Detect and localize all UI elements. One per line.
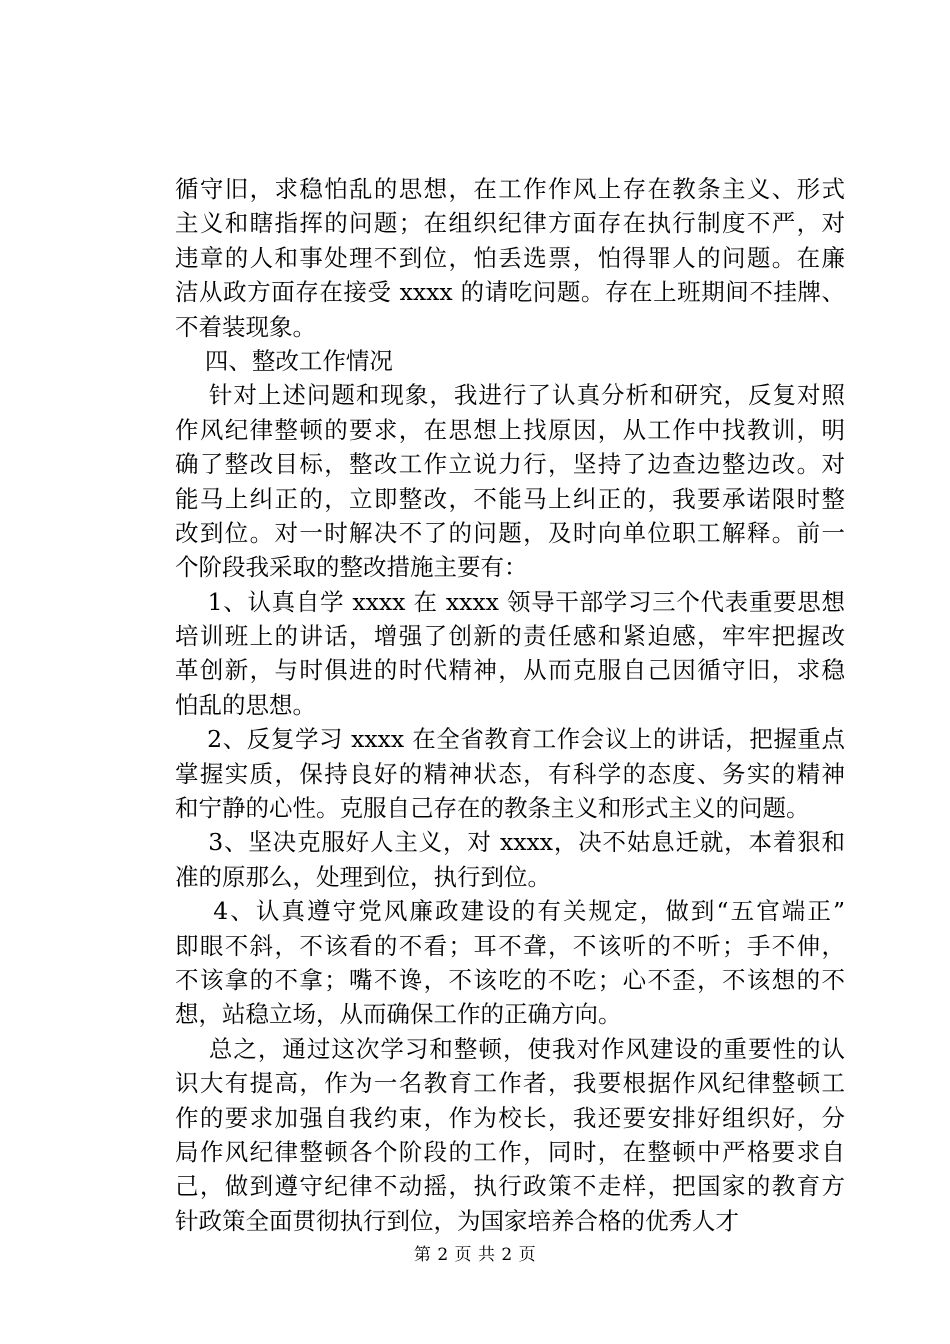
text-line: 能马上纠正的，立即整改，不能马上纠正的，我要承诺限时整 — [175, 484, 845, 513]
text-line: 作的要求加强自我约束，作为校长，我还要安排好组织好，分 — [175, 1103, 845, 1132]
text-line: 4、认真遵守党风廉政建设的有关规定，做到“五官端正” — [175, 897, 845, 926]
text-line: 改到位。对一时解决不了的问题，及时向单位职工解释。前一 — [175, 518, 845, 547]
text-line: 不该拿的不拿；嘴不谗，不该吃的不吃；心不歪，不该想的不 — [175, 965, 845, 994]
text-line: 即眼不斜，不该看的不看；耳不聋，不该听的不听；手不伸， — [175, 931, 845, 960]
text-line: 个阶段我采取的整改措施主要有： — [175, 553, 528, 582]
text-line: 2、反复学习 xxxx 在全省教育工作会议上的讲话，把握重点 — [175, 725, 845, 754]
text-line: 不着装现象。 — [175, 312, 316, 341]
text-line: 识大有提高，作为一名教育工作者，我要根据作风纪律整顿工 — [175, 1069, 845, 1098]
text-line: 3、坚决克服好人主义，对 xxxx，决不姑息迁就，本着狠和 — [175, 828, 845, 857]
text-line: 违章的人和事处理不到位，怕丢选票，怕得罪人的问题。在廉 — [175, 243, 845, 272]
text-line: 主义和瞎指挥的问题；在组织纪律方面存在执行制度不严，对 — [175, 209, 845, 238]
text-line: 1、认真自学 xxxx 在 xxxx 领导干部学习三个代表重要思想 — [175, 587, 845, 616]
text-line: 革创新，与时俱进的时代精神，从而克服自己因循守旧，求稳 — [175, 656, 845, 685]
text-line: 己，做到遵守纪律不动摇，执行政策不走样，把国家的教育方 — [175, 1172, 845, 1201]
text-line: 针政策全面贯彻执行到位，为国家培养合格的优秀人才 — [175, 1206, 739, 1235]
text-line: 确了整改目标，整改工作立说力行，坚持了边查边整边改。对 — [175, 450, 845, 479]
text-line: 作风纪律整顿的要求，在思想上找原因，从工作中找教训，明 — [175, 415, 845, 444]
text-line: 循守旧，求稳怕乱的思想，在工作作风上存在教条主义、形式 — [175, 175, 845, 203]
text-line: 培训班上的讲话，增强了创新的责任感和紧迫感，牢牢把握改 — [175, 622, 845, 651]
text-line: 怕乱的思想。 — [175, 690, 316, 719]
document-body — [175, 172, 845, 1238]
text-line: 掌握实质，保持良好的精神状态，有科学的态度、务实的精神 — [175, 759, 845, 788]
text-line: 洁从政方面存在接受 xxxx 的请吃问题。存在上班期间不挂牌、 — [175, 278, 845, 307]
page-footer: 第 2 页 共 2 页 — [413, 1245, 537, 1265]
text-line: 局作风纪律整顿各个阶段的工作，同时，在整顿中严格要求自 — [175, 1137, 845, 1166]
text-line: 总之，通过这次学习和整顿，使我对作风建设的重要性的认 — [175, 1034, 845, 1063]
text-line: 和宁静的心性。克服自己存在的教条主义和形式主义的问题。 — [175, 794, 810, 823]
text-line: 四、整改工作情况 — [175, 346, 393, 375]
text-line: 想，站稳立场，从而确保工作的正确方向。 — [175, 1000, 622, 1029]
text-line: 针对上述问题和现象，我进行了认真分析和研究，反复对照 — [175, 381, 845, 410]
text-line: 准的原那么，处理到位，执行到位。 — [175, 862, 551, 891]
